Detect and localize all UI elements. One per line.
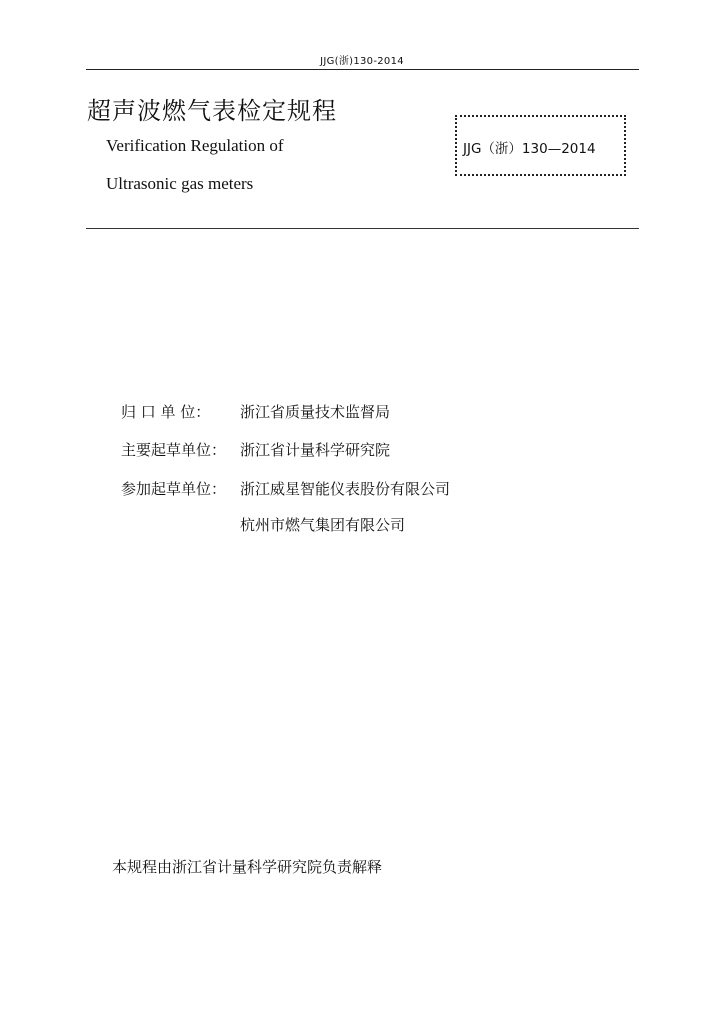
header-standard-code: JJG(浙)130-2014 [320,56,404,67]
standard-code-text: JJG（浙）130—2014 [463,141,596,157]
co-drafter-value-2: 杭州市燃气集团有限公司 [240,516,406,534]
main-drafter-row [121,439,390,460]
co-drafter-label: 参加起草单位： [121,480,227,498]
header-rule [86,69,639,70]
document-title-english-line1: Verification Regulation of [106,136,284,155]
main-drafter-label: 主要起草单位： [121,441,227,459]
document-title-chinese: 超声波燃气表检定规程 [87,97,337,125]
standard-code-box [455,115,626,176]
responsible-unit-label: 归 口 单 位： [121,403,211,421]
co-drafter-row [121,478,450,499]
responsible-unit-row [121,401,390,422]
main-drafter-value: 浙江省计量科学研究院 [240,441,391,459]
title-divider [86,228,639,229]
interpretation-note: 本规程由浙江省计量科学研究院负责解释 [112,858,383,876]
co-drafter-value-1: 浙江威星智能仪表股份有限公司 [240,480,451,498]
responsible-unit-value: 浙江省质量技术监督局 [240,403,391,421]
document-title-english-line2: Ultrasonic gas meters [106,174,254,193]
co-drafter-row-continued [121,514,405,535]
